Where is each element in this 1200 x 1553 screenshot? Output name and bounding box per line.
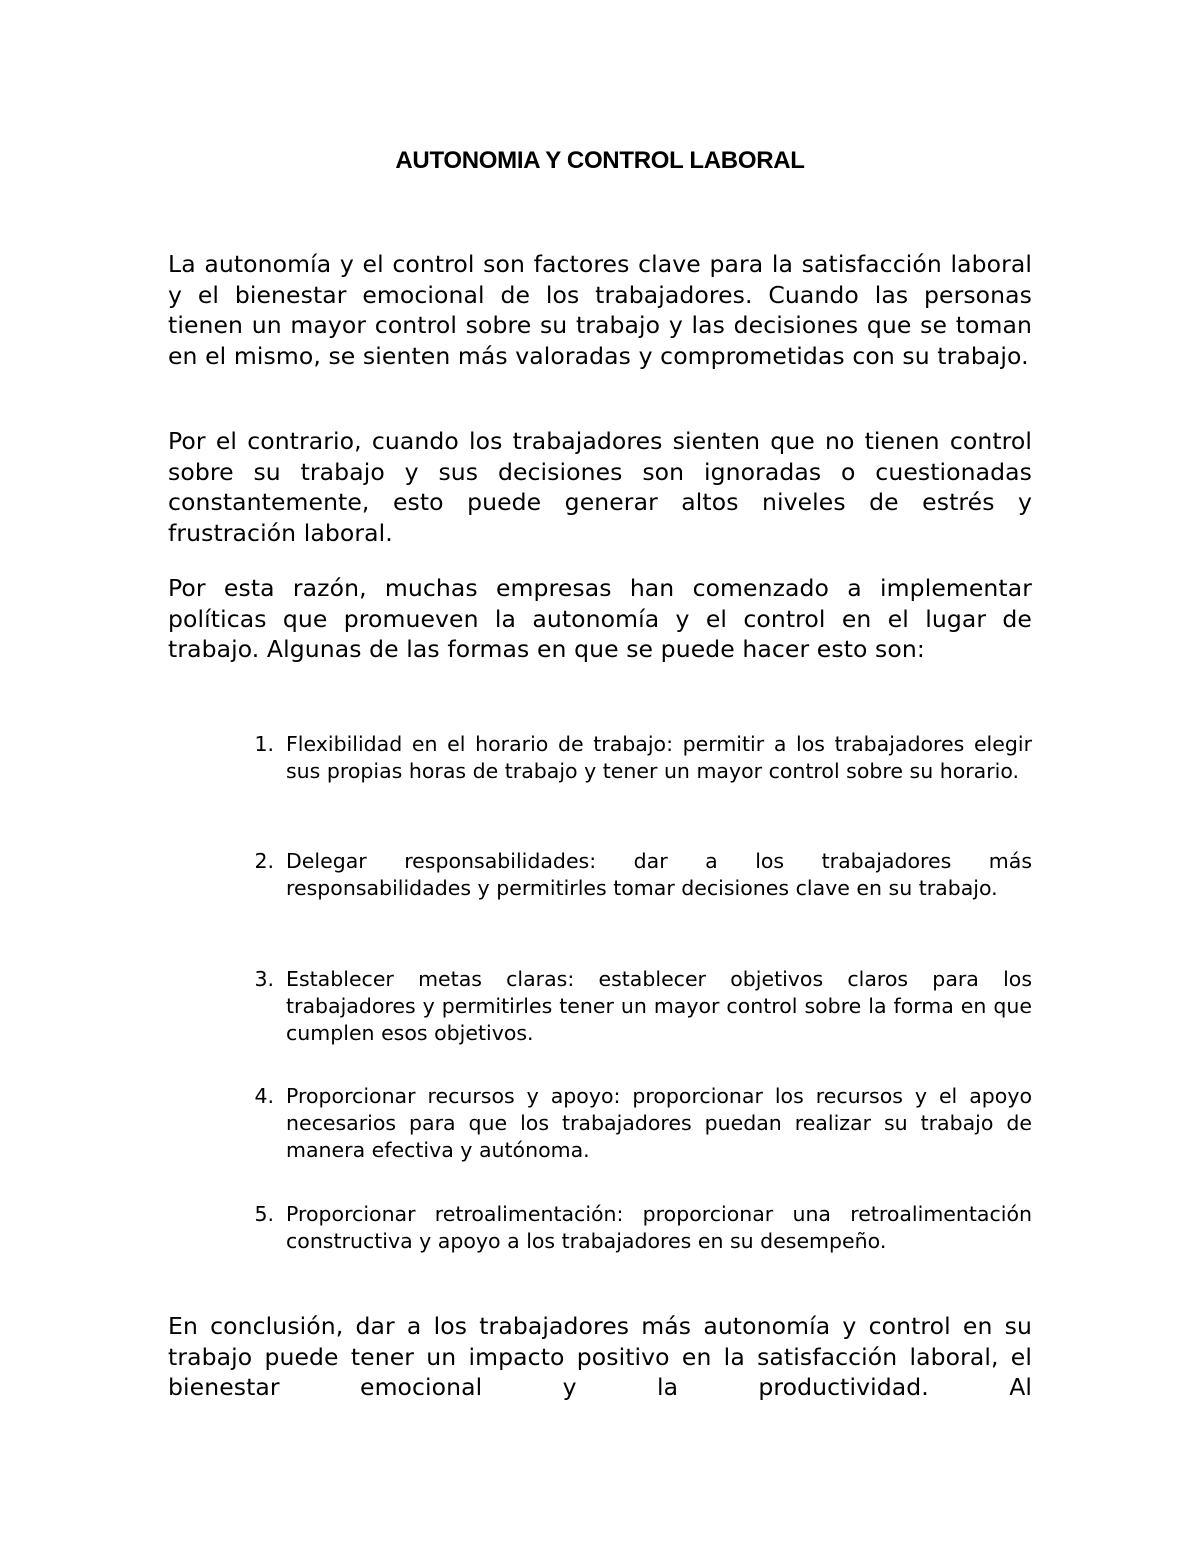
list-item-number: 2. [254,849,274,873]
list-item-number: 4. [254,1084,274,1108]
list-item-text: Delegar responsabilidades: dar a los trabajadores más responsabilidades y permitirles tomar decisiones clave en su trabajo. [286,849,1032,900]
list-item-text: Proporcionar recursos y apoyo: proporcionar los recursos y el apoyo necesarios para que los trabajadores puedan realizar su trabajo de manera efectiva y autónoma. [286,1084,1032,1162]
paragraph-contrast: Por el contrario, cuando los trabajadores sienten que no tienen control sobre su trabajo y sus decisiones son ignoradas o cuestionadas constantemente, esto puede generar altos niveles de estrés y frustración laboral. [168,427,1032,547]
list-item-text: Establecer metas claras: establecer objetivos claros para los trabajadores y permitirles tener un mayor control sobre la forma en que cumplen esos objetivos. [286,967,1032,1045]
list-item-text: Flexibilidad en el horario de trabajo: permitir a los trabajadores elegir sus propias horas de trabajo y tener un mayor control sobre su horario. [286,732,1032,783]
list-item-number: 1. [254,732,274,756]
paragraph-reason: Por esta razón, muchas empresas han comenzado a implementar políticas que promueven la autonomía y el control en el lugar de trabajo. Algunas de las formas en que se puede hacer esto son: [168,574,1032,663]
list-item-number: 3. [254,967,274,991]
paragraph-intro: La autonomía y el control son factores clave para la satisfacción laboral y el bienestar emocional de los trabajadores. Cuando las personas tienen un mayor control sobre su trabajo y las decisiones que se toman en el mismo, se sienten más valoradas y comprometidas con su trabajo. [168,250,1032,370]
paragraph-conclusion: En conclusión, dar a los trabajadores más autonomía y control en su trabajo puede tener un impacto positivo en la satisfacción laboral, el bienestar emocional y la productividad. Al [168,1312,1032,1401]
list-item-number: 5. [254,1202,274,1226]
document-title: AUTONOMIA Y CONTROL LABORAL [395,147,805,174]
list-item-text: Proporcionar retroalimentación: proporcionar una retroalimentación constructiva y apoyo a los trabajadores en su desempeño. [286,1202,1032,1253]
